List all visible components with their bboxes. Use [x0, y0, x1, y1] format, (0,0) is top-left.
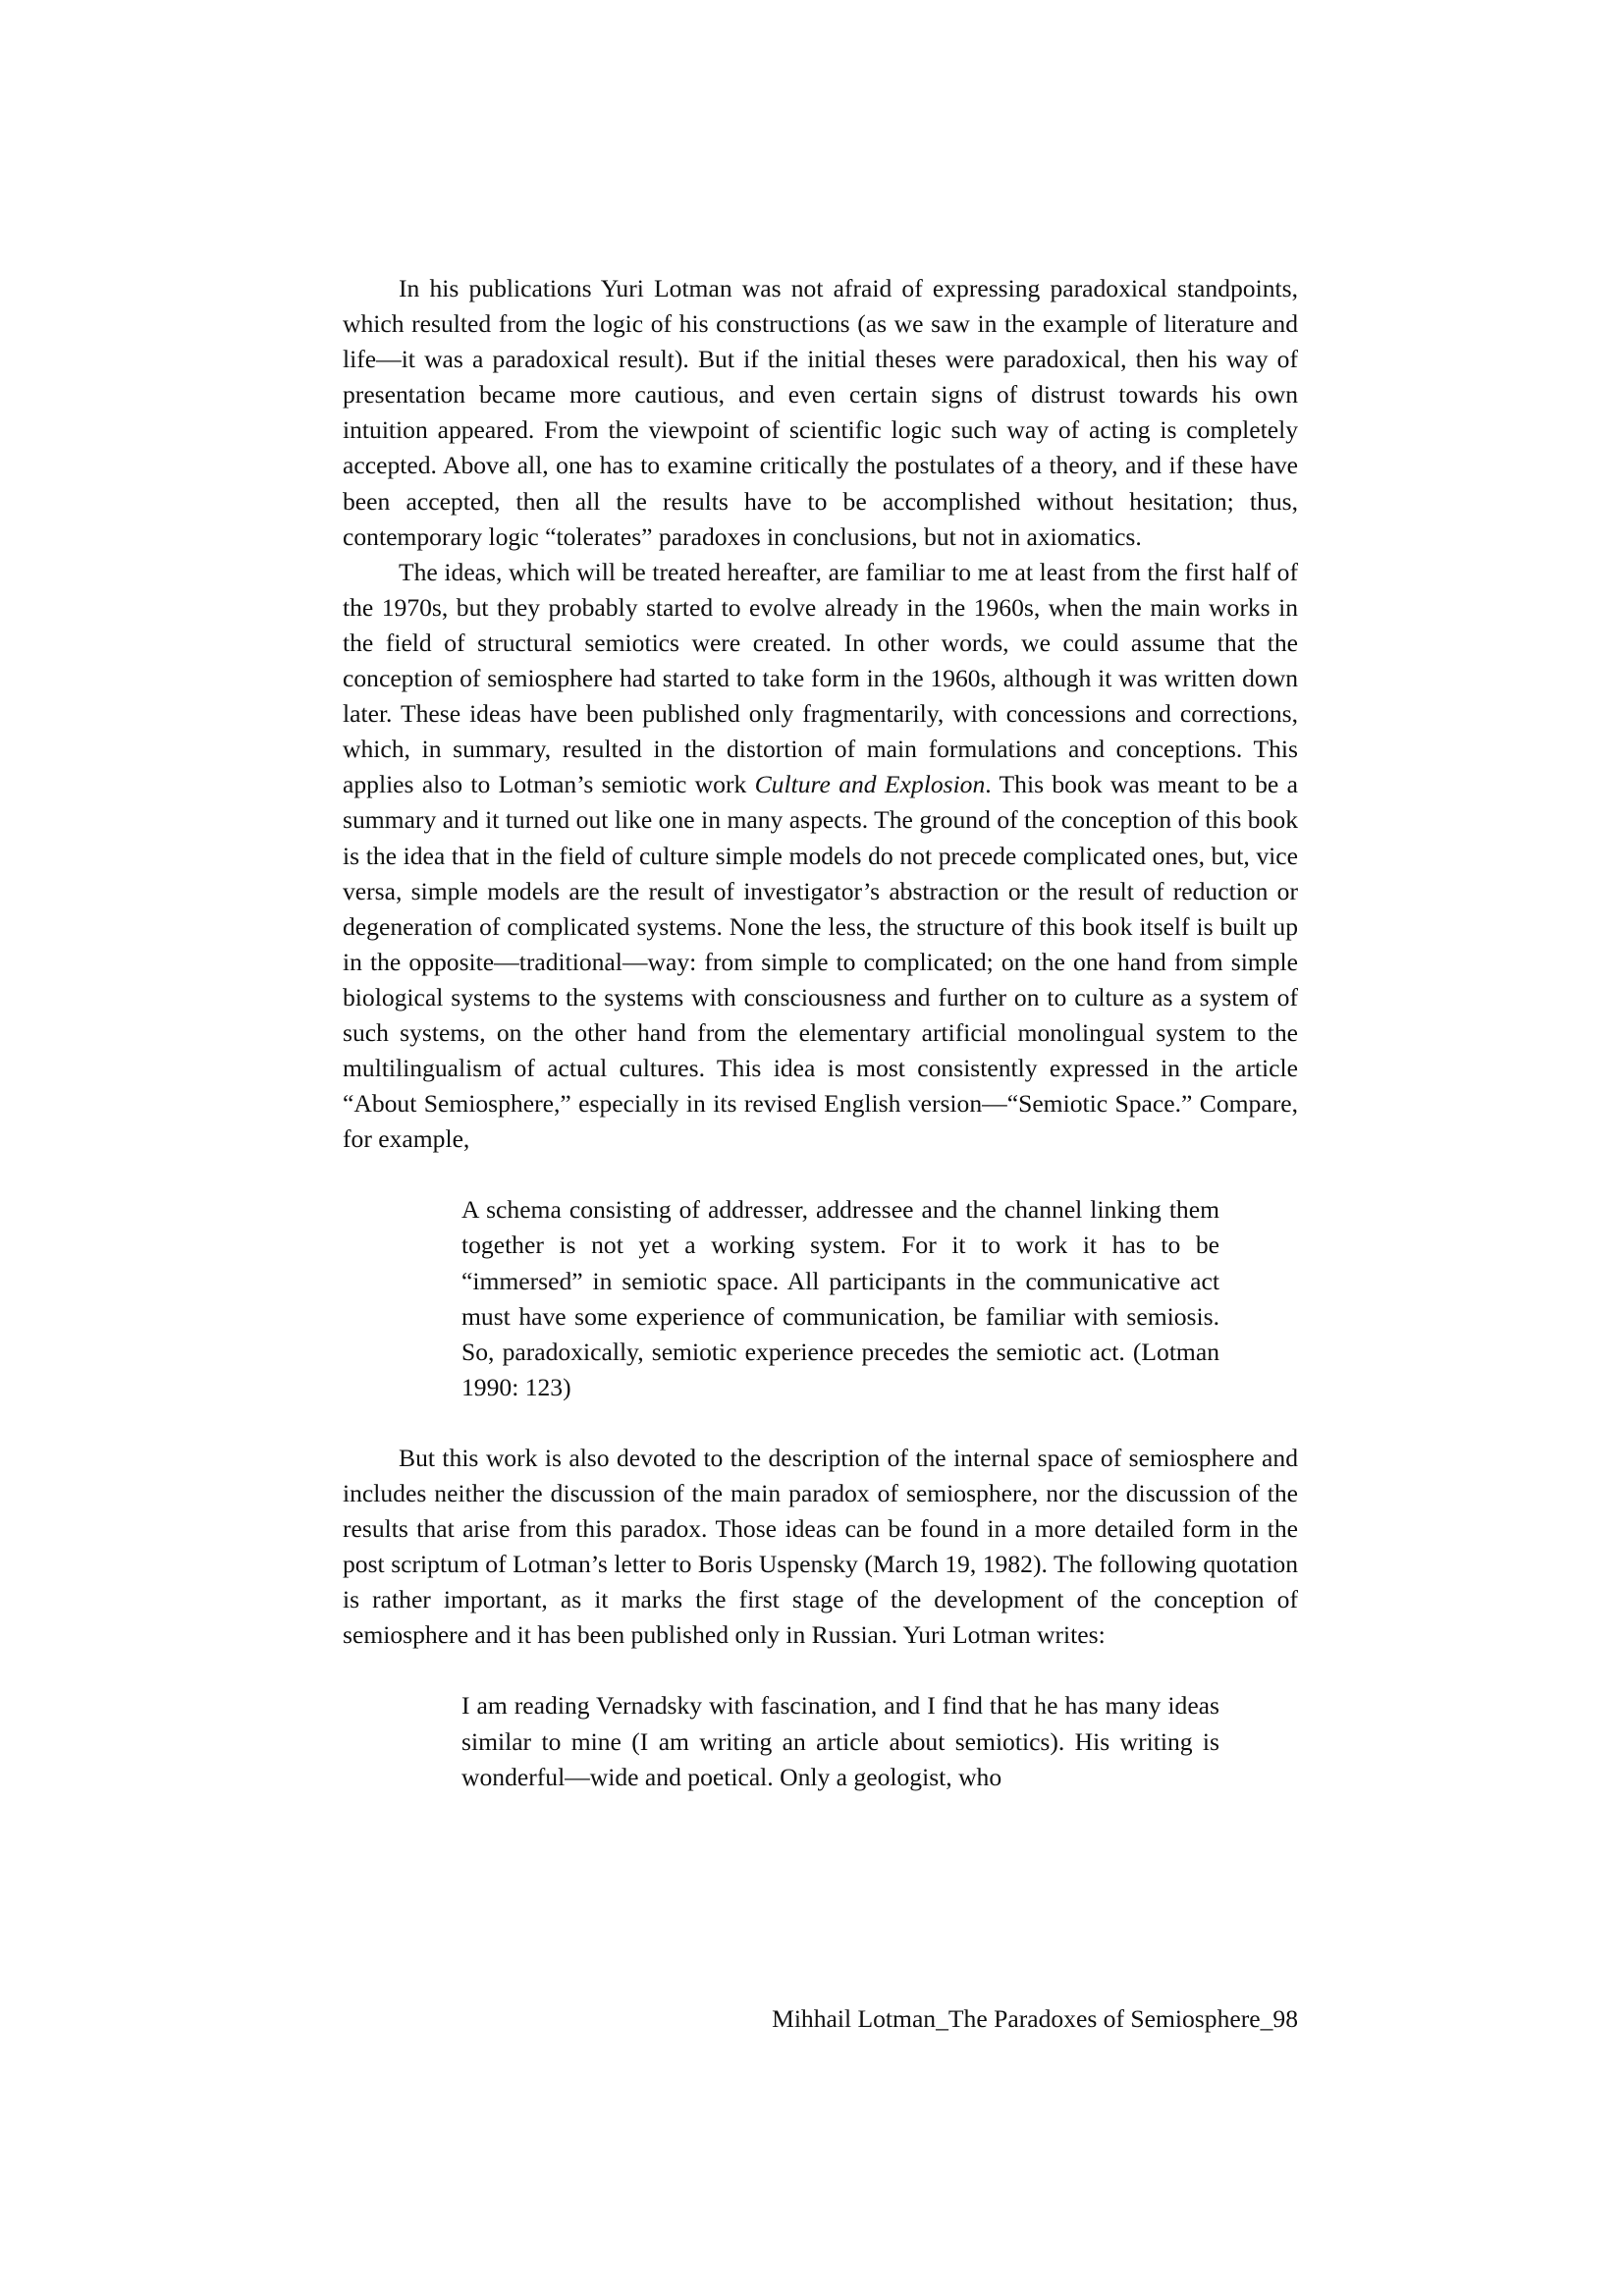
page-body	[343, 271, 1298, 1795]
body-paragraph-2	[343, 555, 1298, 1158]
paragraph-2-text-end: . This book was meant to be a summary and it turned out like one in many aspects. The ground of the conception of this book is the idea that in the field of culture simple models do not precede complicated ones, but, vice versa, simple models are the result of investigator’s abstraction or the result of reduction or degeneration of complicated systems. None the less, the structure of this book itself is built up in the opposite—traditional—way: from simple to complicated; on the one hand from simple biological systems to the systems with consciousness and further on to culture as a system of such systems, on the other hand from the elementary artificial monolingual system to the multilingualism of actual cultures. This idea is most consistently expressed in the article “About Semiosphere,” especially in its revised English version—“Semiotic Space.” Compare, for example,	[343, 770, 1298, 1154]
block-quote-2: I am reading Vernadsky with fascination, and I find that he has many ideas similar to mine (I am writing an article about semiotics). His writing is wonderful—wide and poetical. Only a geologist, who	[461, 1691, 1219, 1791]
book-title-italic: Culture and Explosion	[754, 770, 986, 799]
body-paragraph-1: In his publications Yuri Lotman was not afraid of expressing paradoxical standpoints, which resulted from the logic of his constructions (as we saw in the example of literature and life—it was a paradoxical result). But if the initial theses were paradoxical, then his way of presentation became more cautious, and even certain signs of distrust towards his own intuition appeared. From the viewpoint of scientific logic such way of acting is completely accepted. Above all, one has to examine critically the postulates of a theory, and if these have been accepted, then all the results have to be accomplished without hesitation; thus, contemporary logic “tolerates” paradoxes in conclusions, but not in axiomatics.	[343, 274, 1298, 551]
running-footer: Mihhail Lotman_The Paradoxes of Semiosphere_98	[772, 2004, 1298, 2033]
paragraph-2-text-start: The ideas, which will be treated hereafter, are familiar to me at least from the first half of the 1970s, but they probably started to evolve already in the 1960s, when the main works in the field of structural semiotics were created. In other words, we could assume that the conception of semiosphere had started to take form in the 1960s, although it was written down later. These ideas have been published only fragmentarily, with concessions and corrections, which, in summary, resulted in the distortion of main formulations and conceptions. This applies also to Lotman’s semiotic work	[343, 557, 1298, 799]
body-paragraph-3: But this work is also devoted to the description of the internal space of semiosphere and includes neither the discussion of the main paradox of semiosphere, nor the discussion of the results that arise from this paradox. Those ideas can be found in a more detailed form in the post scriptum of Lotman’s letter to Boris Uspensky (March 19, 1982). The following quotation is rather important, as it marks the first stage of the development of the conception of semiosphere and it has been published only in Russian. Yuri Lotman writes:	[343, 1443, 1298, 1650]
block-quote-1: A schema consisting of addresser, addressee and the channel linking them together is not yet a working system. For it to work it has to be “immersed” in semiotic space. All participants in the communicative act must have some experience of communication, be familiar with semiosis. So, paradoxically, semiotic experience precedes the semiotic act. (Lotman 1990: 123)	[461, 1195, 1219, 1401]
